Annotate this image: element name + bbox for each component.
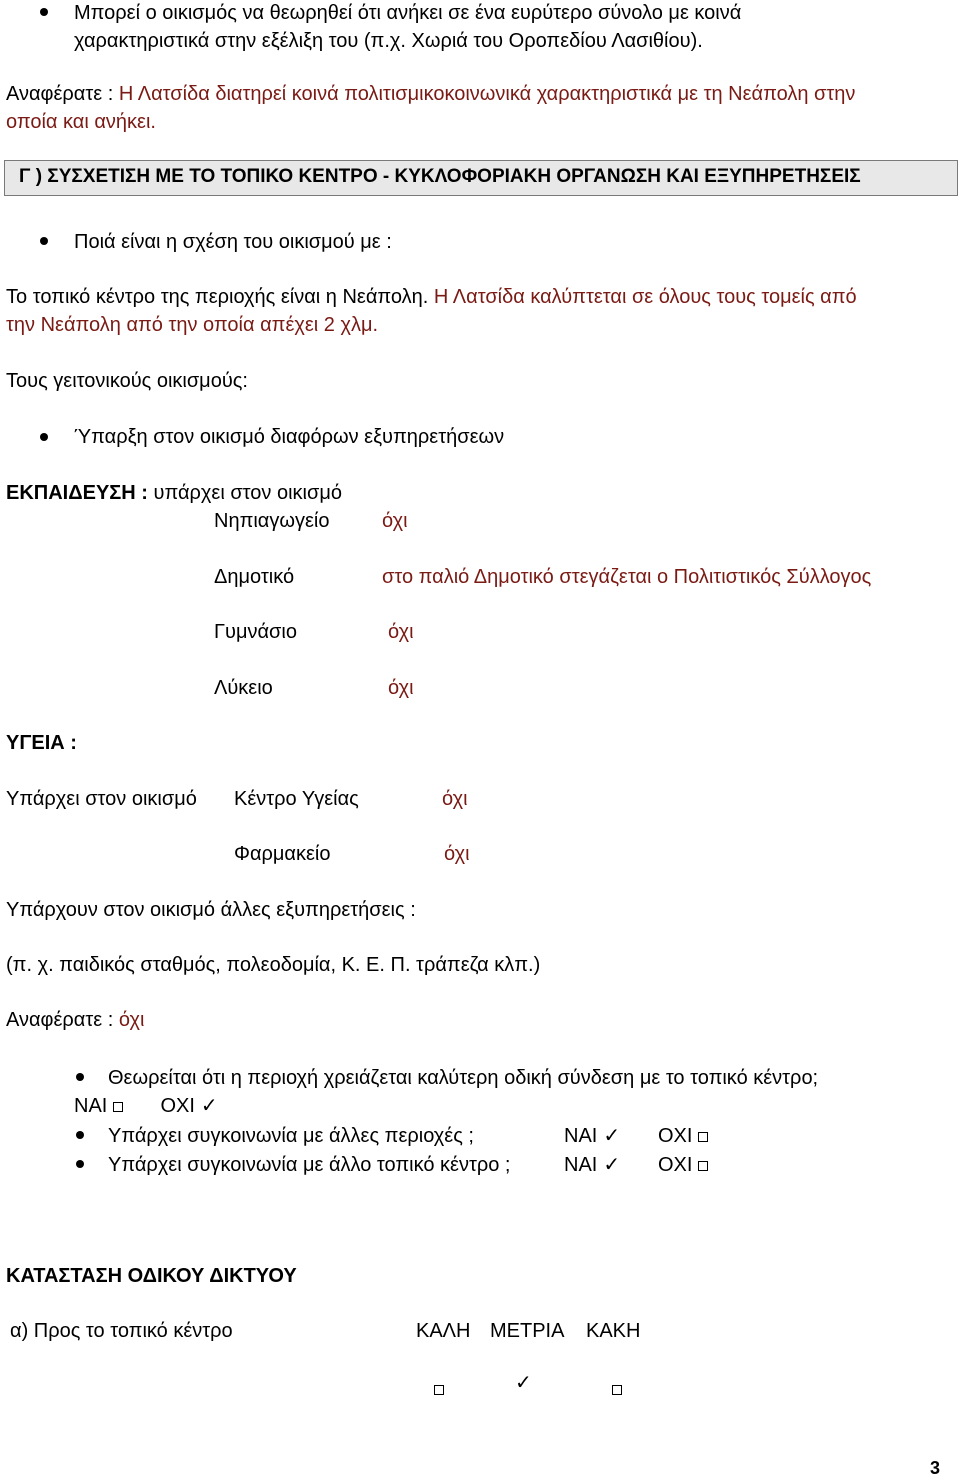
question-1-options [74,1093,218,1119]
education-value-primary: στο παλιό Δημοτικό στεγάζεται ο Πολιτιστικός Σύλλογος [382,566,872,588]
center-line2: την Νεάπολη από την οποία απέχει 2 χλμ. [6,314,379,336]
q3-yes-label: ΝΑΙ [564,1154,598,1176]
intro-answer-line2: οποία και ανήκει. [6,111,156,133]
education-title [6,480,342,506]
education-title-rest: υπάρχει στον οικισμό [153,482,342,504]
other-services-answer: όχι [118,1009,145,1031]
relation-question: Ποιά είναι η σχέση του οικισμού με : [74,231,392,253]
intro-answer-line1 [6,81,855,107]
other-services-question: Υπάρχουν στον οικισμό άλλες εξυπηρετήσεις : [6,899,416,921]
health-label-pharmacy: Φαρμακείο [234,843,331,865]
question-3-no [658,1152,708,1178]
q2-no-label: ΟΧΙ [658,1125,693,1147]
intro-bullet-line1: Μπορεί ο οικισμός να θεωρηθεί ότι ανήκει σε ένα ευρύτερο σύνολο με κοινά [74,2,742,24]
intro-bullet-line2: χαρακτηριστικά στην εξέλιξη του (π.χ. Χωριά του Οροπεδίου Λασιθίου). [74,30,703,52]
education-value-gymnasium: όχι [388,621,414,643]
neighbors-label: Τους γειτονικούς οικισμούς: [6,370,248,392]
education-label-gymnasium: Γυμνάσιο [214,621,297,643]
q3-no-label: ΟΧΙ [658,1154,693,1176]
page-number: 3 [930,1458,941,1478]
bullet-dot [40,8,48,16]
other-services-answer-line [6,1007,144,1033]
answer-text: Η Λατσίδα διατηρεί κοινά πολιτισμικοκοινωνικά χαρακτηριστικά με τη Νεάπολη στην [118,83,856,105]
education-value-kindergarten: όχι [382,510,408,532]
q1-no-label: ΟΧΙ [160,1095,195,1117]
health-prefix: Υπάρχει στον οικισμό [6,788,197,810]
other-services-examples: (π. χ. παιδικός σταθμός, πολεοδομία, Κ. Ε. Π. τράπεζα κλπ.) [6,954,541,976]
q1-no-checkmark-icon[interactable]: ✓ [200,1095,218,1117]
question-2-no [658,1123,708,1149]
section-heading [4,160,958,196]
education-label-primary: Δημοτικό [214,566,295,588]
road-bad-checkbox[interactable] [612,1376,622,1402]
bullet-dot [76,1160,84,1168]
question-3-yes [564,1152,620,1178]
section-heading-text: Γ ) ΣΥΣΧΕΤΙΣΗ ΜΕ ΤΟ ΤΟΠΙΚΟ ΚΕΝΤΡΟ - ΚΥΚΛΟΦΟΡΙΑΚΗ ΟΡΓΑΝΩΣΗ ΚΑΙ ΕΞΥΠΗΡΕΤΗΣΕΙΣ [19,166,861,187]
q3-yes-checkmark-icon[interactable]: ✓ [603,1154,621,1176]
other-services-answer-prefix: Αναφέρατε : [6,1009,114,1031]
q1-yes-label: ΝΑΙ [74,1095,108,1117]
question-3: Υπάρχει συγκοινωνία με άλλο τοπικό κέντρο ; [108,1154,511,1176]
health-label-center: Κέντρο Υγείας [234,788,359,810]
question-2-yes [564,1123,620,1149]
health-value-pharmacy: όχι [444,843,470,865]
road-network-row-label: α) Προς το τοπικό κέντρο [10,1320,233,1342]
q2-yes-checkmark-icon[interactable]: ✓ [603,1125,621,1147]
health-value-center: όχι [442,788,468,810]
road-network-title: ΚΑΤΑΣΤΑΣΗ ΟΔΙΚΟΥ ΔΙΚΤΥΟΥ [6,1265,297,1287]
answer-prefix: Αναφέρατε : [6,83,114,105]
road-good-checkbox[interactable] [434,1376,444,1402]
road-option-medium: ΜΕΤΡΙΑ [490,1320,565,1342]
center-text: Το τοπικό κέντρο της περιοχής είναι η Νεάπολη. [6,286,429,308]
q2-no-checkbox[interactable] [698,1132,708,1142]
question-1: Θεωρείται ότι η περιοχή χρειάζεται καλύτερη οδική σύνδεση με το τοπικό κέντρο; [108,1067,819,1089]
road-option-bad: ΚΑΚΗ [586,1320,641,1342]
road-medium-checkmark-icon[interactable]: ✓ [515,1372,532,1394]
q3-no-checkbox[interactable] [698,1161,708,1171]
education-label-lyceum: Λύκειο [214,677,273,699]
bullet-dot [40,433,48,441]
question-2: Υπάρχει συγκοινωνία με άλλες περιοχές ; [108,1125,474,1147]
bullet-dot [40,237,48,245]
road-option-good: ΚΑΛΗ [416,1320,471,1342]
education-title-bold: ΕΚΠΑΙΔΕΥΣΗ : [6,482,148,504]
education-label-kindergarten: Νηπιαγωγείο [214,510,330,532]
q2-yes-label: ΝΑΙ [564,1125,598,1147]
services-bullet: Ύπαρξη στον οικισμό διαφόρων εξυπηρετήσεων [74,426,505,448]
bullet-dot [76,1131,84,1139]
health-title: ΥΓΕΙΑ : [6,732,77,754]
education-value-lyceum: όχι [388,677,414,699]
center-answer: Η Λατσίδα καλύπτεται σε όλους τους τομείς από [433,286,857,308]
center-line1 [6,284,857,310]
q1-yes-checkbox[interactable] [113,1102,123,1112]
bullet-dot [76,1073,84,1081]
